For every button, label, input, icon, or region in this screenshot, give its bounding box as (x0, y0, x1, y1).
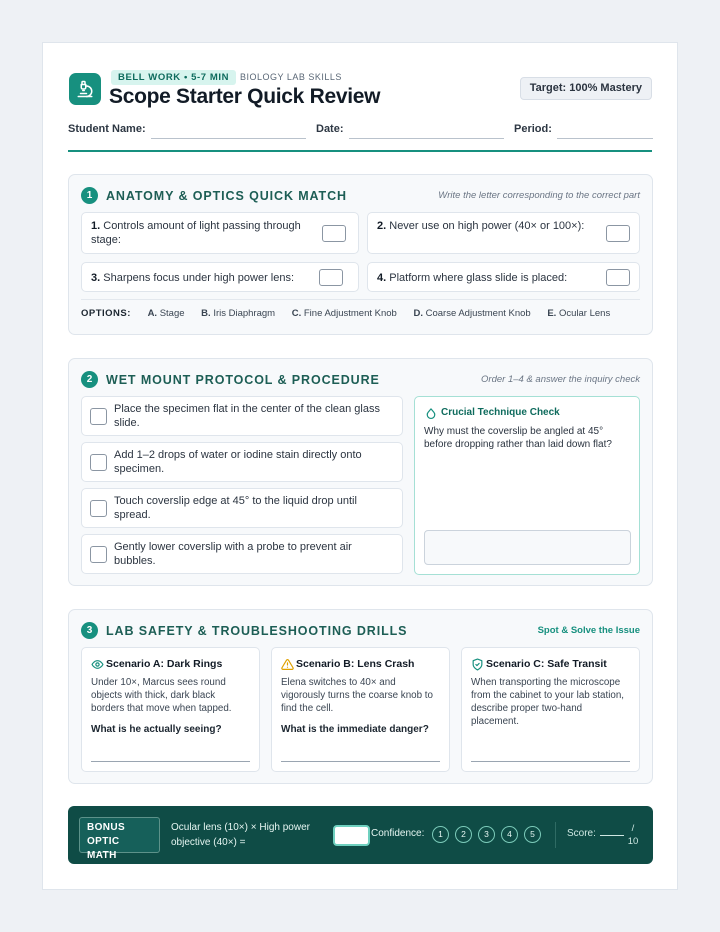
options-list (81, 308, 610, 319)
section-wet-mount (68, 358, 653, 586)
match-question-3 (81, 262, 359, 292)
confidence-5[interactable]: 5 (524, 826, 541, 843)
section-number: 1 (81, 187, 98, 204)
section-instructions: Order 1–4 & answer the inquiry check (481, 374, 640, 385)
subject-label: BIOLOGY LAB SKILLS (240, 72, 342, 82)
bonus-answer-field[interactable] (333, 825, 370, 846)
answer-line[interactable] (91, 761, 250, 762)
scenario-title: Scenario B: Lens Crash (296, 658, 415, 670)
step-checkbox[interactable] (90, 408, 107, 425)
score-field[interactable] (600, 835, 624, 836)
bonus-question: Ocular lens (10×) × High power objective (40×) = (171, 822, 310, 848)
question-number: 3. (91, 272, 101, 284)
procedure-step-1 (81, 396, 403, 436)
section-number: 3 (81, 622, 98, 639)
answer-box[interactable] (319, 269, 343, 286)
scenario-body: Elena switches to 40× and vigorously turns the coarse knob to find the cell. (281, 677, 433, 714)
inquiry-answer-field[interactable] (424, 530, 631, 565)
score-total: / 10 (627, 823, 639, 847)
section-anatomy (68, 174, 653, 335)
scenario-title: Scenario C: Safe Transit (486, 658, 607, 670)
question-number: 1. (91, 220, 101, 232)
section-lab-safety (68, 609, 653, 784)
step-checkbox[interactable] (90, 454, 107, 471)
score-label: Score: (567, 828, 596, 839)
section-title: ANATOMY & OPTICS QUICK MATCH (106, 189, 347, 203)
student-name-label: Student Name: (68, 123, 146, 135)
match-question-2 (367, 212, 640, 254)
target-badge: Target: 100% Mastery (520, 77, 652, 100)
scenario-body: When transporting the microscope from the cabinet to your lab station, describe proper two-hand placement. (471, 677, 625, 727)
question-number: 2. (377, 220, 387, 232)
match-question-4 (367, 262, 640, 292)
confidence-2[interactable]: 2 (455, 826, 472, 843)
answer-box[interactable] (322, 225, 346, 242)
answer-box[interactable] (606, 269, 630, 286)
confidence-3[interactable]: 3 (478, 826, 495, 843)
option-e: E. Ocular Lens (547, 308, 611, 319)
question-number: 4. (377, 272, 387, 284)
inquiry-check-box (414, 396, 640, 575)
question-text: Never use on high power (40× or 100×): (389, 220, 585, 232)
period-label: Period: (514, 123, 552, 135)
inquiry-heading: Crucial Technique Check (441, 407, 560, 418)
answer-line[interactable] (281, 761, 440, 762)
question-text: Platform where glass slide is placed: (389, 272, 568, 284)
divider (81, 299, 640, 300)
section-instructions: Write the letter corresponding to the correct part (438, 190, 640, 201)
eye-icon (91, 658, 104, 671)
step-checkbox[interactable] (90, 500, 107, 517)
option-c: C. Fine Adjustment Knob (291, 308, 397, 319)
step-text: Add 1–2 drops of water or iodine stain directly onto specimen. (114, 449, 362, 475)
scenario-body: Under 10×, Marcus sees round objects with thick, dark black borders that move when tapped. (91, 677, 232, 714)
option-d: D. Coarse Adjustment Knob (413, 308, 531, 319)
scenario-question: What is the immediate danger? (281, 724, 429, 735)
scenario-c-card (461, 647, 640, 772)
procedure-step-2 (81, 442, 403, 482)
confidence-4[interactable]: 4 (501, 826, 518, 843)
match-question-1 (81, 212, 359, 254)
inquiry-question: Why must the coverslip be angled at 45° before dropping rather than laid down flat? (424, 426, 612, 450)
page-title: Scope Starter Quick Review (109, 85, 381, 108)
question-text: Sharpens focus under high power lens: (103, 272, 295, 284)
confidence-1[interactable]: 1 (432, 826, 449, 843)
date-field[interactable] (349, 138, 504, 139)
step-text: Touch coverslip edge at 45° to the liquid drop until spread. (114, 495, 357, 521)
answer-line[interactable] (471, 761, 630, 762)
divider (555, 822, 556, 848)
bell-work-badge: BELL WORK • 5-7 MIN (111, 70, 236, 85)
period-field[interactable] (557, 138, 653, 139)
scenario-b-card (271, 647, 450, 772)
step-text: Gently lower coverslip with a probe to prevent air bubbles. (114, 541, 352, 567)
scenario-question: What is he actually seeing? (91, 724, 222, 735)
scenario-a-card (81, 647, 260, 772)
microscope-logo-icon (69, 73, 101, 105)
date-label: Date: (316, 123, 344, 135)
options-label: OPTIONS: (81, 308, 131, 319)
worksheet (42, 42, 678, 890)
step-checkbox[interactable] (90, 546, 107, 563)
footer-bar (68, 806, 653, 864)
scenario-title: Scenario A: Dark Rings (106, 658, 223, 670)
procedure-step-4 (81, 534, 403, 574)
confidence-label: Confidence: (371, 828, 425, 839)
droplet-icon (425, 407, 437, 420)
section-number: 2 (81, 371, 98, 388)
section-title: WET MOUNT PROTOCOL & PROCEDURE (106, 373, 380, 387)
bonus-label: BONUS OPTIC MATH (79, 817, 160, 853)
procedure-step-3 (81, 488, 403, 528)
section-instructions: Spot & Solve the Issue (537, 625, 640, 636)
option-b: B. Iris Diaphragm (201, 308, 276, 319)
option-a: A. Stage (147, 308, 185, 319)
student-name-field[interactable] (151, 138, 306, 139)
warning-icon (281, 658, 294, 671)
header-divider (68, 150, 652, 152)
step-text: Place the specimen flat in the center of the clean glass slide. (114, 403, 380, 429)
question-text: Controls amount of light passing through stage: (91, 220, 301, 246)
section-title: LAB SAFETY & TROUBLESHOOTING DRILLS (106, 624, 408, 638)
answer-box[interactable] (606, 225, 630, 242)
shield-check-icon (471, 658, 484, 671)
